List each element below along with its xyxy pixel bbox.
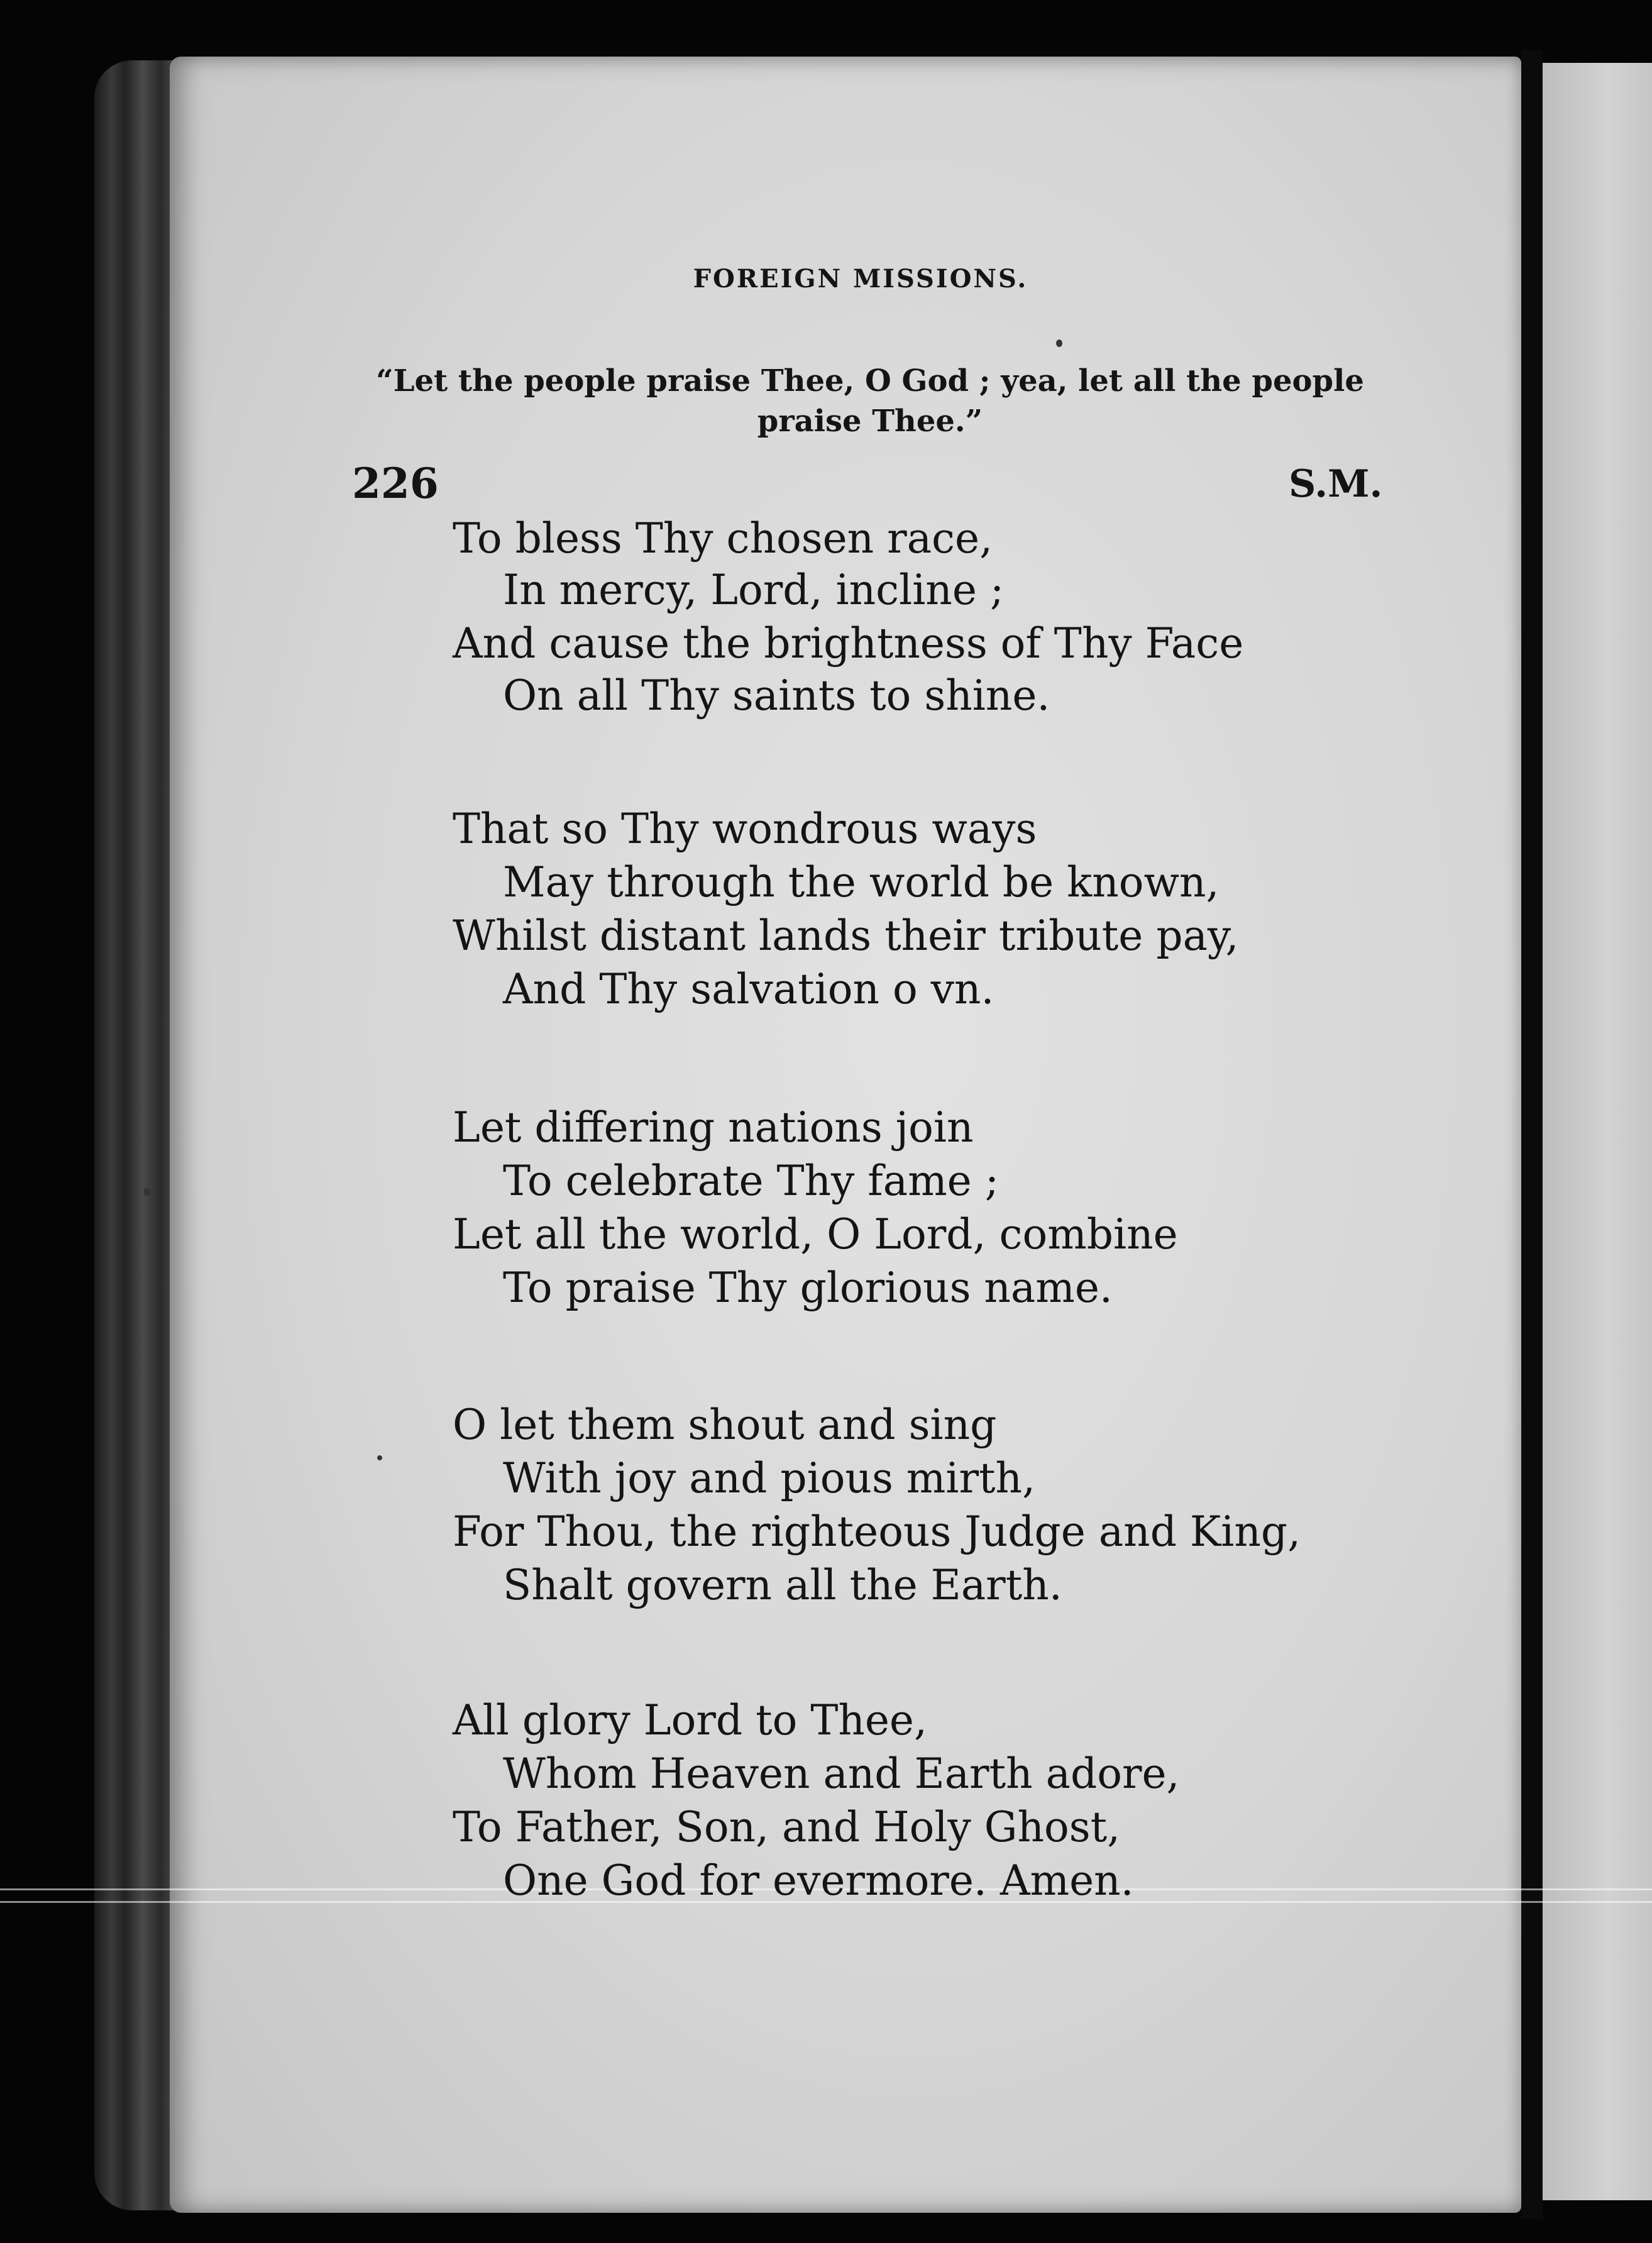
verse-line: To Father, Son, and Holy Ghost,	[453, 1803, 1121, 1851]
print-speck	[1056, 339, 1062, 347]
verse-line: Whom Heaven and Earth adore,	[503, 1750, 1180, 1798]
verse-line: And Thy salvation o vn.	[503, 965, 994, 1013]
verse-line: Let differing nations join	[453, 1103, 974, 1152]
verse-line: Shalt govern all the Earth.	[503, 1561, 1062, 1609]
hymn-meter: S.M.	[1289, 462, 1383, 506]
verse-line: In mercy, Lord, incline ;	[503, 566, 1005, 614]
verse-line: And cause the brightness of Thy Face	[453, 619, 1244, 668]
verse-line: Let all the world, O Lord, combine	[453, 1210, 1178, 1259]
verse-line: To bless Thy chosen race,	[453, 514, 993, 563]
section-heading: FOREIGN MISSIONS.	[693, 264, 1028, 294]
verse-line: For Thou, the righteous Judge and King,	[453, 1507, 1301, 1556]
verse-line: That so Thy wondrous ways	[453, 805, 1037, 853]
verse-line: One God for evermore. Amen.	[503, 1856, 1134, 1905]
epigraph-line-1: “Let the people praise Thee, O God ; yea, let all the people	[376, 363, 1364, 399]
verse-line: O let them shout and sing	[453, 1401, 997, 1449]
print-speck	[377, 1455, 382, 1460]
verse-line: Whilst distant lands their tribute pay,	[453, 912, 1239, 960]
verse-line: To celebrate Thy fame ;	[503, 1157, 999, 1205]
verse-line: All glory Lord to Thee,	[453, 1696, 927, 1744]
hymn-number: 226	[352, 459, 439, 508]
verse-line: May through the world be known,	[503, 858, 1220, 907]
verse-line: To praise Thy glorious name.	[503, 1264, 1113, 1312]
print-speck	[143, 1188, 151, 1196]
verse-line: On all Thy saints to shine.	[503, 671, 1050, 720]
epigraph-line-2: praise Thee.”	[757, 404, 983, 439]
verse-line: With joy and pious mirth,	[503, 1454, 1036, 1502]
